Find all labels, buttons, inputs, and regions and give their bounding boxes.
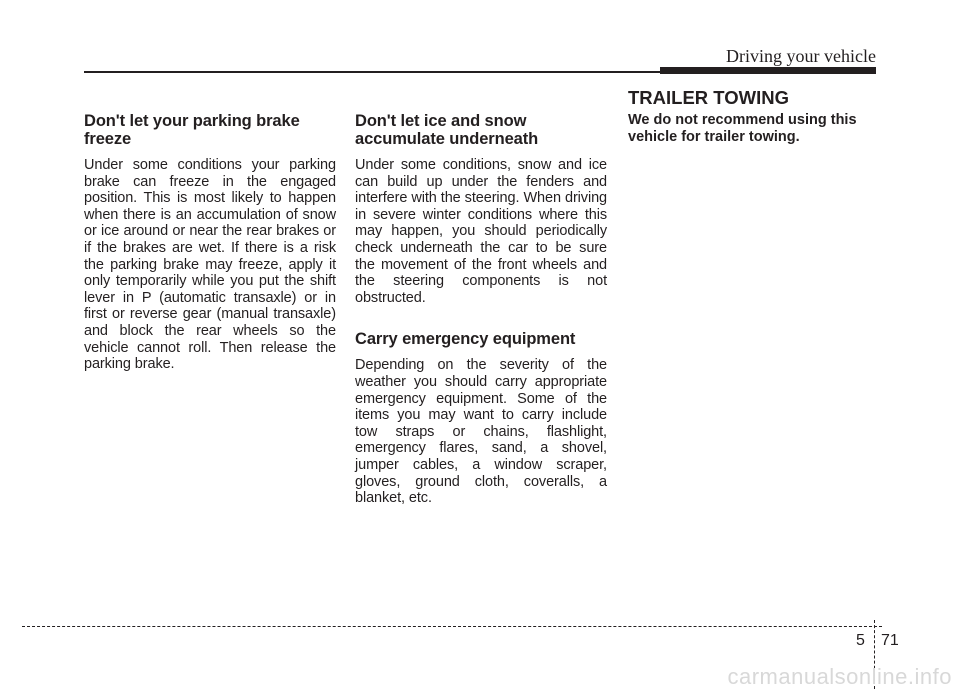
- chapter-number: 5: [856, 632, 865, 649]
- watermark: carmanualsonline.info: [727, 664, 952, 689]
- column-1: [84, 112, 336, 373]
- running-header: Driving your vehicle: [726, 46, 876, 66]
- section-heading-ice-snow: Don't let ice and snow accumulate underneath: [355, 112, 539, 148]
- section-body-ice-snow: Under some conditions, snow and ice can build up under the fenders and interfere with the steering. When driving in severe winter conditions where this may happen, you should periodically check underneath the car to be sure the movement of the front wheels and the steering components is not obstructed.: [355, 157, 607, 306]
- footer-dashed-rule: [22, 626, 882, 627]
- header-rule-thick: [660, 67, 876, 74]
- section-heading-parking-brake: Don't let your parking brake freeze: [84, 112, 300, 148]
- page-number: 71: [881, 632, 899, 649]
- section-body-parking-brake: Under some conditions your parking brake can freeze in the engaged position. This is most likely to happen when there is an accumulation of snow or ice around or near the rear brakes or if the brakes are wet. If there is a risk the parking brake may freeze, apply it only temporarily while you put the shift lever in P (automatic transaxle) or in first or reverse gear (manual transaxle) and block the rear wheels so the vehicle cannot roll. Then release the parking brake.: [84, 157, 336, 373]
- header-rule-thin: [84, 71, 662, 73]
- column-2: [355, 112, 607, 507]
- trailer-towing-text: We do not recommend using this vehicle for trailer towing.: [628, 112, 857, 145]
- section-body-emergency-equipment: Depending on the severity of the weather you should carry appropriate emergency equipment. Some of the items you may want to carry include tow straps or chains, flashlight, emergency flares, sand, a shovel, jumper cables, a window scraper, gloves, ground cloth, coveralls, a blanket, etc.: [355, 357, 607, 507]
- section-heading-emergency-equipment: Carry emergency equipment: [355, 330, 576, 349]
- trailer-towing-title: TRAILER TOWING: [628, 87, 790, 108]
